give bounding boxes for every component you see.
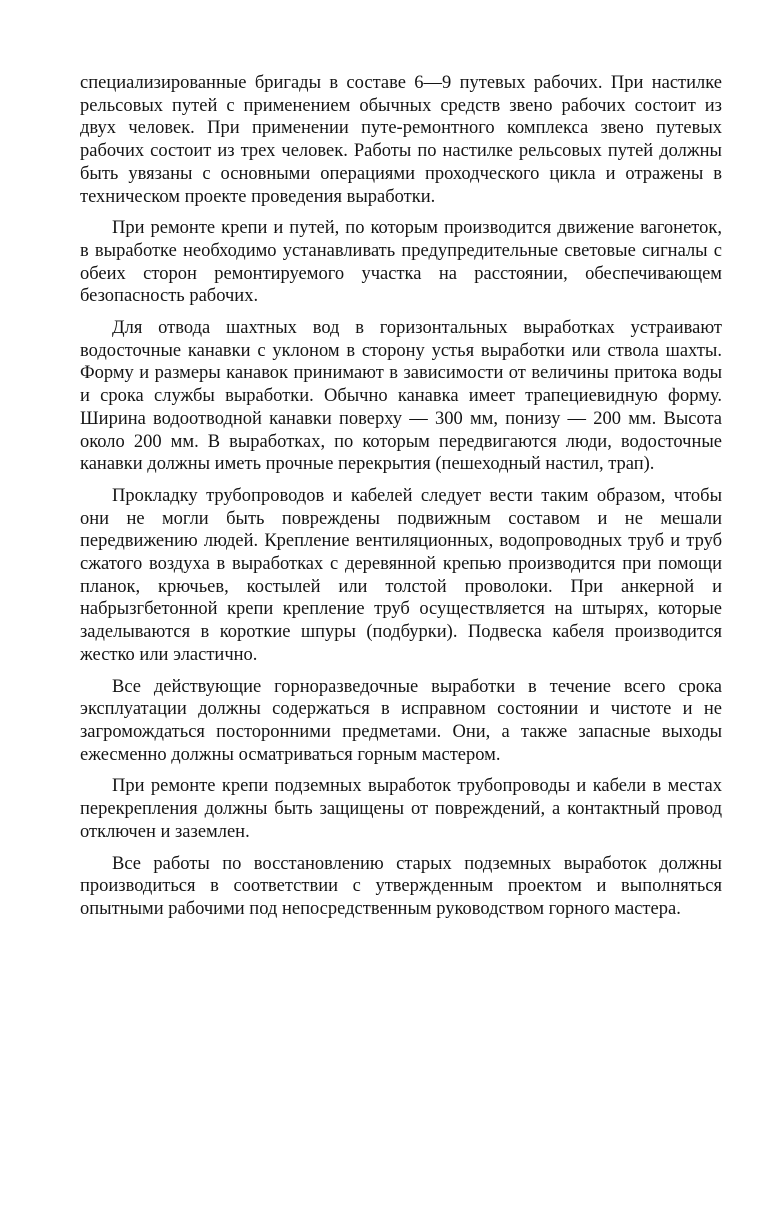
paragraph-3: Для отвода шахтных вод в горизонтальных выработках устраивают водосточные канавки с уклоном в сторону устья выработки или ствола шахты. Форму и размеры канавок принимают в зависимости от величины притока воды и срока службы выработки. Обычно канавка имеет трапециевидную форму. Ширина водоотводной канавки поверху — 300 мм, понизу — 200 мм. Высота около 200 мм. В выработках, по которым передвигаются люди, водосточные канавки должны иметь прочные перекрытия (пешеходный настил, трап). (80, 318, 722, 475)
paragraph-2: При ремонте крепи и путей, по которым производится движение вагонеток, в выработке необходимо устанавливать предупредительные световые сигналы с обеих сторон ремонтируемого участка на расстоянии, обеспечивающем безопасность рабочих. (80, 218, 722, 307)
paragraph-4: Прокладку трубопроводов и кабелей следует вести таким образом, чтобы они не могли быть повреждены подвижным составом и не мешали передвижению людей. Крепление вентиляционных, водопроводных труб и труб сжатого воздуха в выработках с деревянной крепью производится при помощи планок, крючьев, костылей или толстой проволоки. При анкерной и набрызгбетонной крепи крепление труб осуществляется на штырях, которые заделываются в короткие шпуры (подбурки). Подвеска кабеля производится жестко или эластично. (80, 485, 722, 665)
paragraph-7: Все работы по восстановлению старых подземных выработок должны производиться в соответствии с утвержденным проектом и выполняться опытными рабочими под непосредственным руководством горного мастера. (80, 853, 722, 919)
paragraph-5: Все действующие горноразведочные выработки в течение всего срока эксплуатации должны содержаться в исправном состоянии и чистоте и не загромождаться посторонними предметами. Они, а также запасные выходы ежесменно должны осматриваться горным мастером. (80, 676, 722, 765)
document-page (80, 72, 722, 930)
paragraph-6: При ремонте крепи подземных выработок трубопроводы и кабели в местах перекрепления должны быть защищены от повреждений, а контактный провод отключен и заземлен. (80, 776, 722, 842)
paragraph-1: специализированные бригады в составе 6—9 путевых рабочих. При настилке рельсовых путей с применением обычных средств звено рабочих состоит из двух человек. При применении путе-ремонтного комплекса звено путевых рабочих состоит из трех человек. Работы по настилке рельсовых путей должны быть увязаны с основными операциями проходческого цикла и отражены в техническом проекте проведения выработки. (80, 73, 722, 207)
